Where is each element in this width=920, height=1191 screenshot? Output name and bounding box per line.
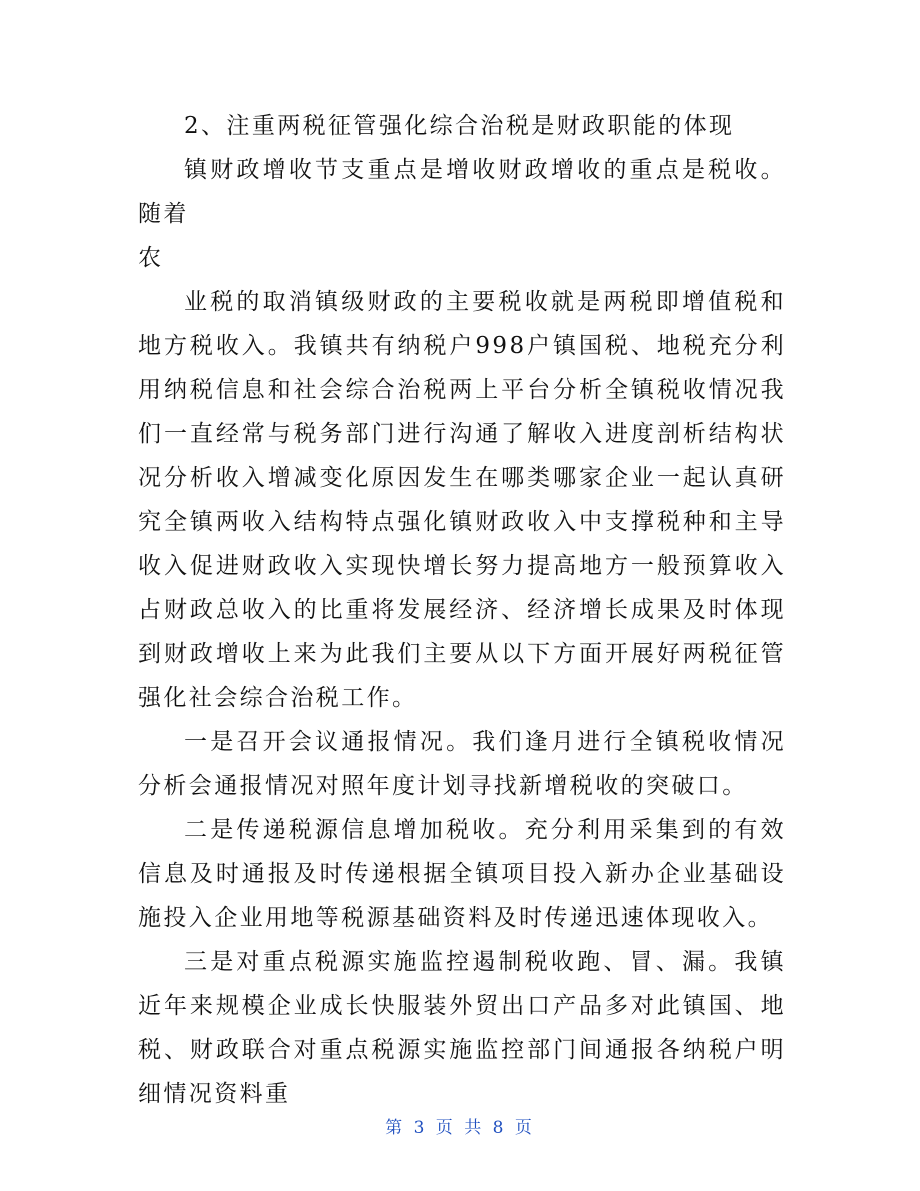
document-body — [138, 104, 786, 1116]
paragraph-1-wrap: 农 — [138, 245, 164, 271]
section-heading: 2、注重两税征管强化综合治税是财政职能的体现 — [184, 113, 735, 139]
paragraph-2: 业税的取消镇级财政的主要税收就是两税即增值税和地方税收入。我镇共有纳税户998户镇国税、地税充分利用纳税信息和社会综合治税两上平台分析全镇税收情况我们一直经常与税务部门进行沟通了解收入进度剖析结构状况分析收入增减变化原因发生在哪类哪家企业一起认真研究全镇两收入结构特点强化镇财政收入中支撑税种和主导收入促进财政收入实现快增长努力提高地方一般预算收入占财政总收入的比重将发展经济、经济增长成果及时体现到财政增收上来为此我们主要从以下方面开展好两税征管强化社会综合治税工作。 — [138, 289, 786, 711]
page-number-footer: 第 3 页 共 8 页 — [385, 1118, 535, 1138]
paragraph-4: 二是传递税源信息增加税收。充分利用采集到的有效信息及时通报及时传递根据全镇项目投入新办企业基础设施投入企业用地等税源基础资料及时传递迅速体现收入。 — [138, 817, 786, 931]
paragraph-3: 一是召开会议通报情况。我们逢月进行全镇税收情况分析会通报情况对照年度计划寻找新增税收的突破口。 — [138, 729, 786, 799]
paragraph-5: 三是对重点税源实施监控遏制税收跑、冒、漏。我镇近年来规模企业成长快服装外贸出口产品多对此镇国、地税、财政联合对重点税源实施监控部门间通报各纳税户明细情况资料重 — [138, 949, 786, 1107]
paragraph-1: 镇财政增收节支重点是增收财政增收的重点是税收。随着 — [138, 157, 786, 227]
